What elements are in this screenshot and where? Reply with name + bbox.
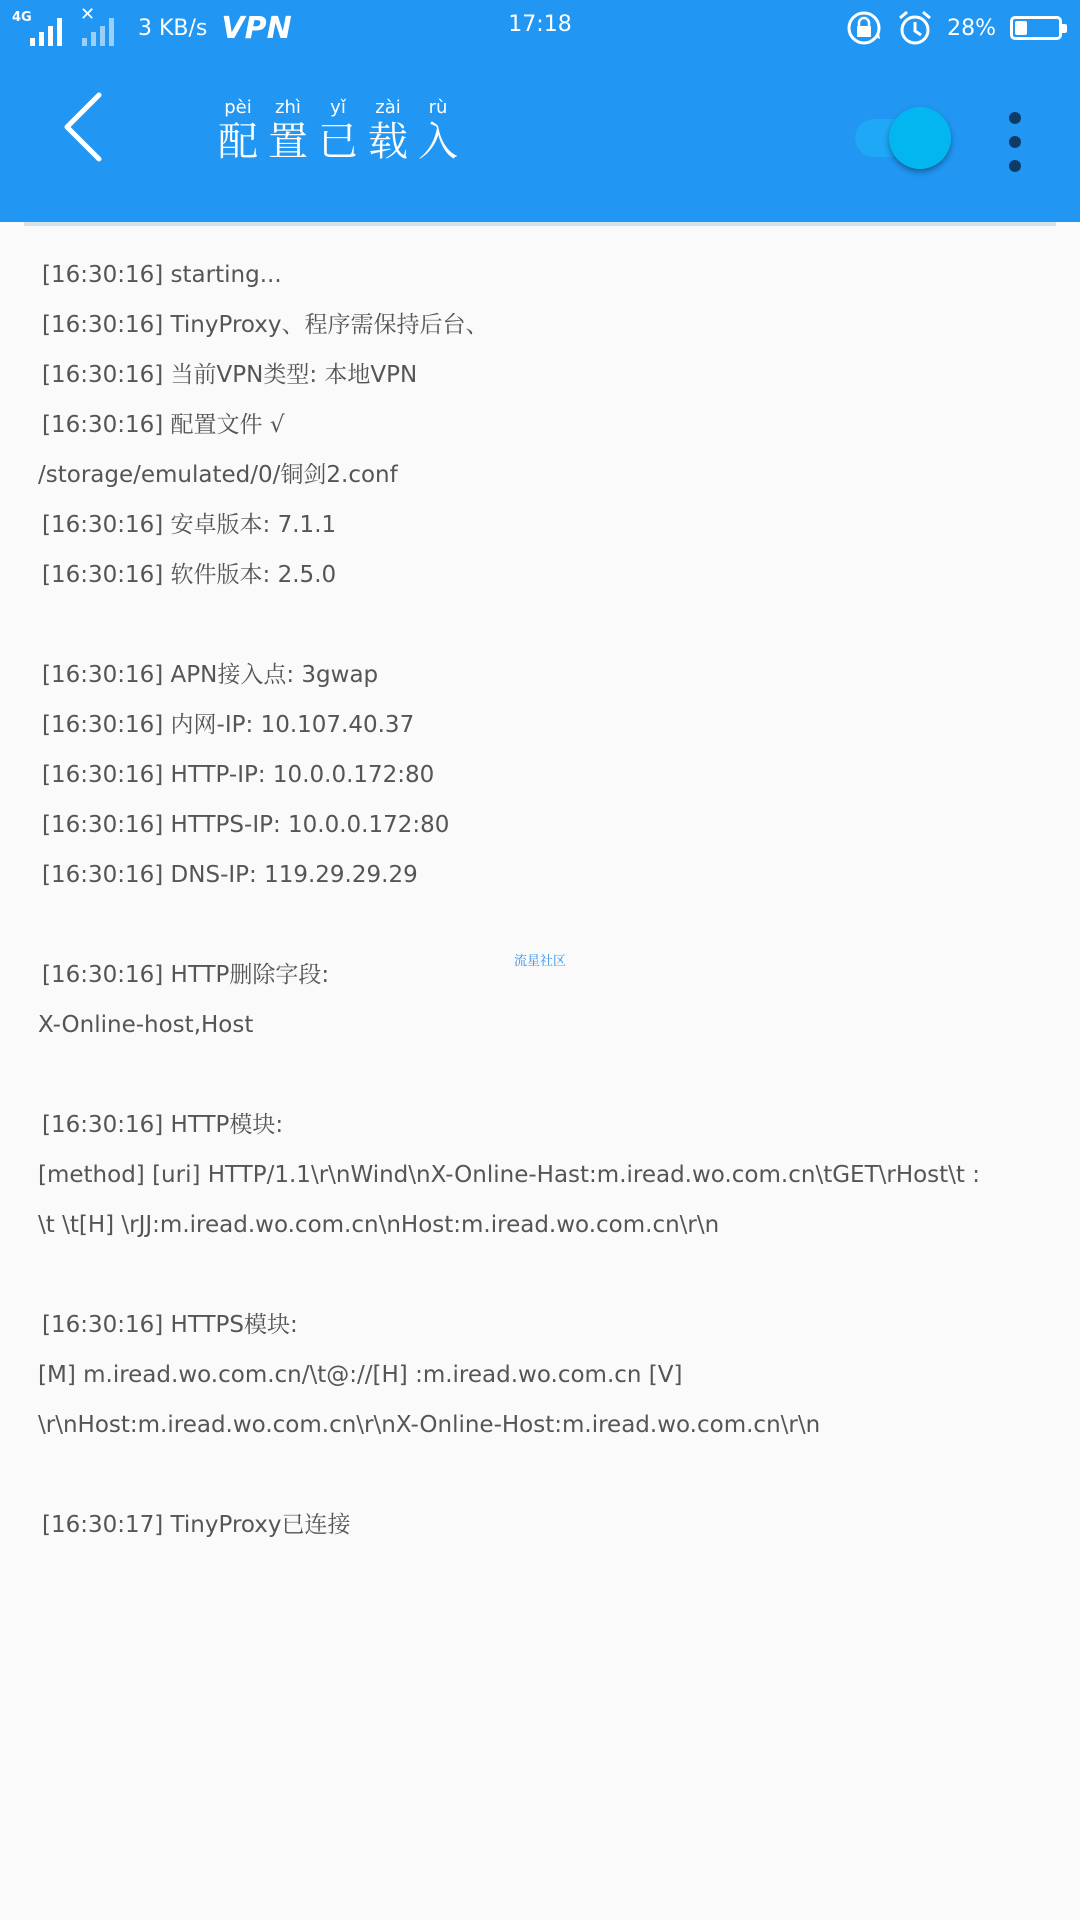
divider — [24, 222, 1056, 226]
network-type: 4G — [12, 10, 32, 25]
vpn-indicator: VPN — [221, 10, 292, 46]
log-line: [16:30:16] 当前VPN类型: 本地VPN — [42, 362, 418, 388]
log-line: [16:30:16] starting... — [42, 262, 282, 288]
log-line: [16:30:16] HTTPS模块: — [42, 1312, 298, 1338]
more-vertical-icon — [1009, 160, 1021, 172]
log-line: /storage/emulated/0/铜剑2.conf — [38, 462, 398, 488]
no-signal-icon: ✕ — [80, 8, 124, 48]
log-line — [42, 1450, 1052, 1500]
back-button[interactable] — [48, 92, 118, 162]
status-time: 17:18 — [508, 12, 572, 37]
log-line: [16:30:16] 配置文件 √ — [42, 412, 285, 438]
log-line: X-Online-host,Host — [38, 1012, 254, 1038]
vpn-toggle[interactable] — [855, 115, 945, 161]
log-line: [16:30:16] HTTPS-IP: 10.0.0.172:80 — [42, 812, 450, 838]
log-line: [16:30:16] DNS-IP: 119.29.29.29 — [42, 862, 418, 888]
more-menu-button[interactable] — [1000, 112, 1030, 172]
log-line: [16:30:16] 安卓版本: 7.1.1 — [42, 512, 337, 538]
log-line: [16:30:17] TinyProxy已连接 — [42, 1512, 351, 1538]
network-speed: 3 KB/s — [138, 15, 208, 41]
title-char: yǐ 已 — [318, 97, 358, 165]
title-char: zhì 置 — [268, 97, 308, 165]
log-line — [42, 900, 1052, 950]
log-line: [16:30:16] 内网-IP: 10.107.40.37 — [42, 712, 415, 738]
log-line: \r\nHost:m.iread.wo.com.cn\r\nX-Online-Host:m.iread.wo.com.cn\r\n — [38, 1412, 821, 1438]
log-line: [16:30:16] HTTP-IP: 10.0.0.172:80 — [42, 762, 435, 788]
log-line: [16:30:16] HTTP模块: — [42, 1112, 284, 1138]
watermark: 流星社区 — [514, 954, 567, 969]
log-line: [16:30:16] APN接入点: 3gwap — [42, 662, 379, 688]
log-line: [16:30:16] HTTP删除字段: — [42, 962, 330, 988]
title-char: rù 入 — [418, 97, 458, 165]
battery-icon — [1010, 16, 1062, 40]
more-vertical-icon — [1009, 112, 1021, 124]
lock-rotation-icon — [845, 9, 883, 47]
log-line: [16:30:16] TinyProxy、程序需保持后台、 — [42, 312, 489, 338]
status-bar — [0, 0, 1080, 56]
toggle-thumb — [889, 107, 951, 169]
title-char: pèi 配 — [218, 97, 258, 165]
log-line: \t \t[H] \rJJ:m.iread.wo.com.cn\nHost:m.iread.wo.com.cn\r\n — [38, 1212, 720, 1238]
app-bar — [0, 56, 1080, 222]
log-line: [method] [uri] HTTP/1.1\r\nWind\nX-Online-Hast:m.iread.wo.com.cn\tGET\rHost\t : — [38, 1162, 981, 1188]
more-vertical-icon — [1009, 136, 1021, 148]
battery-percent: 28% — [947, 15, 996, 41]
log-line: [16:30:16] 软件版本: 2.5.0 — [42, 562, 337, 588]
status-right — [845, 8, 1062, 48]
log-line: [M] m.iread.wo.com.cn/\t@://[H] :m.iread.wo.com.cn [V] — [38, 1362, 683, 1388]
log-line — [42, 1250, 1052, 1300]
page-title — [218, 98, 458, 166]
alarm-icon — [897, 9, 933, 47]
log-line — [42, 1050, 1052, 1100]
log-output — [38, 250, 1052, 1550]
title-char: zài 载 — [368, 97, 408, 165]
chevron-left-icon — [61, 91, 105, 163]
log-line — [42, 600, 1052, 650]
